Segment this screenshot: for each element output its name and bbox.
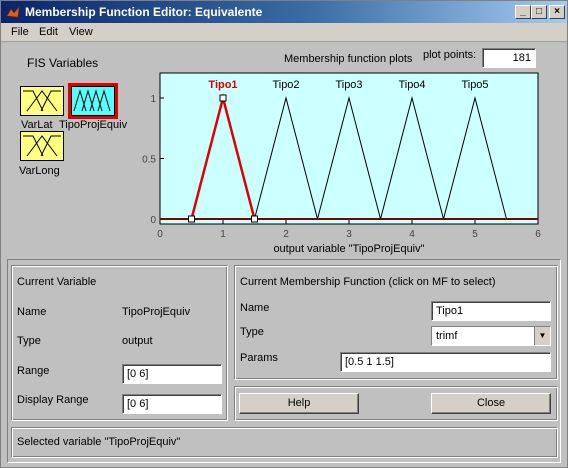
- mf-label-tipo5[interactable]: Tipo5: [461, 79, 489, 91]
- membership-function-plot[interactable]: [141, 69, 553, 259]
- mf-type-value: trimf: [436, 330, 458, 342]
- chevron-down-icon[interactable]: ▼: [534, 327, 550, 345]
- mf-label-tipo1[interactable]: Tipo1: [208, 79, 238, 91]
- cv-name-value: TipoProjEquiv: [122, 306, 191, 318]
- x-tick-label: 2: [283, 229, 289, 240]
- mf-handle[interactable]: [189, 216, 195, 222]
- mf-type-select[interactable]: [431, 326, 551, 346]
- mf-handle[interactable]: [252, 216, 258, 222]
- cv-type-label: Type: [17, 335, 41, 347]
- title-bar: [1, 1, 567, 23]
- mf-plots-heading: Membership function plots: [284, 53, 413, 65]
- x-tick-label: 5: [472, 229, 478, 240]
- mf-label-tipo3[interactable]: Tipo3: [335, 79, 363, 91]
- current-mf-panel: [234, 265, 558, 380]
- mf-label-tipo2[interactable]: Tipo2: [272, 79, 300, 91]
- x-tick-label: 1: [220, 229, 226, 240]
- current-mf-heading: Current Membership Function (click on MF to select): [240, 276, 496, 288]
- fis-variables-heading: FIS Variables: [27, 56, 99, 70]
- menu-bar: [1, 23, 567, 42]
- variable-icon-tipoprojequiv[interactable]: [71, 86, 115, 116]
- close-button[interactable]: Close: [431, 393, 551, 414]
- bottom-section: [7, 259, 561, 463]
- mf-shape-icon: [72, 87, 114, 115]
- minimize-button[interactable]: [515, 5, 531, 19]
- variable-label-varlat: VarLat: [21, 119, 53, 131]
- cv-type-value: output: [122, 335, 153, 347]
- menu-edit[interactable]: Edit: [39, 26, 58, 38]
- help-button[interactable]: Help: [239, 393, 359, 414]
- window-title: Membership Function Editor: Equivalente: [25, 5, 263, 19]
- plot-background: [160, 73, 538, 224]
- plot-area: [1, 43, 567, 257]
- status-text: Selected variable "TipoProjEquiv": [17, 436, 181, 448]
- mf-type-label: Type: [240, 326, 264, 338]
- mf-name-input[interactable]: Tipo1: [431, 301, 551, 321]
- close-icon: ×: [554, 6, 560, 17]
- cv-range-input[interactable]: [0 6]: [122, 364, 222, 384]
- cv-range-label: Range: [17, 365, 50, 377]
- variable-icon-varlat[interactable]: [20, 86, 64, 116]
- minimize-icon: _: [520, 6, 526, 17]
- variable-label-tipoprojequiv: TipoProjEquiv: [59, 119, 128, 131]
- menu-view[interactable]: View: [69, 26, 93, 38]
- plot-points-label: plot points:: [423, 49, 477, 61]
- cv-display-range-label: Display Range: [17, 394, 89, 406]
- close-window-button[interactable]: [549, 5, 565, 19]
- current-variable-panel: [11, 265, 228, 421]
- cv-name-label: Name: [17, 306, 47, 318]
- plot-points-input[interactable]: 181: [482, 48, 536, 68]
- variable-icon-varlong[interactable]: [20, 131, 64, 161]
- x-tick-label: 6: [535, 229, 541, 240]
- y-tick-label: 0.5: [142, 154, 156, 166]
- mf-shape-icon: [21, 87, 63, 115]
- y-tick-label: 0: [150, 215, 156, 226]
- mf-label-tipo4[interactable]: Tipo4: [398, 79, 426, 91]
- mf-handle[interactable]: [220, 95, 226, 101]
- x-tick-label: 4: [409, 229, 415, 240]
- maximize-icon: □: [535, 6, 543, 17]
- mf-params-label: Params: [240, 352, 278, 364]
- menu-file[interactable]: File: [11, 26, 29, 38]
- cv-display-range-input[interactable]: [0 6]: [122, 394, 222, 414]
- mf-name-label: Name: [240, 302, 270, 314]
- buttons-panel: [234, 386, 558, 421]
- x-axis-label: output variable "TipoProjEquiv": [273, 243, 425, 255]
- matlab-logo-icon: [6, 5, 20, 19]
- mf-shape-icon: [21, 132, 63, 160]
- status-bar: [11, 427, 558, 458]
- x-tick-label: 3: [346, 229, 352, 240]
- y-tick-label: 1: [150, 94, 156, 105]
- variable-label-varlong: VarLong: [19, 165, 60, 177]
- x-tick-label: 0: [157, 229, 163, 240]
- current-variable-heading: Current Variable: [17, 276, 97, 288]
- mf-params-input[interactable]: [0.5 1 1.5]: [340, 352, 551, 372]
- maximize-button[interactable]: [531, 5, 547, 19]
